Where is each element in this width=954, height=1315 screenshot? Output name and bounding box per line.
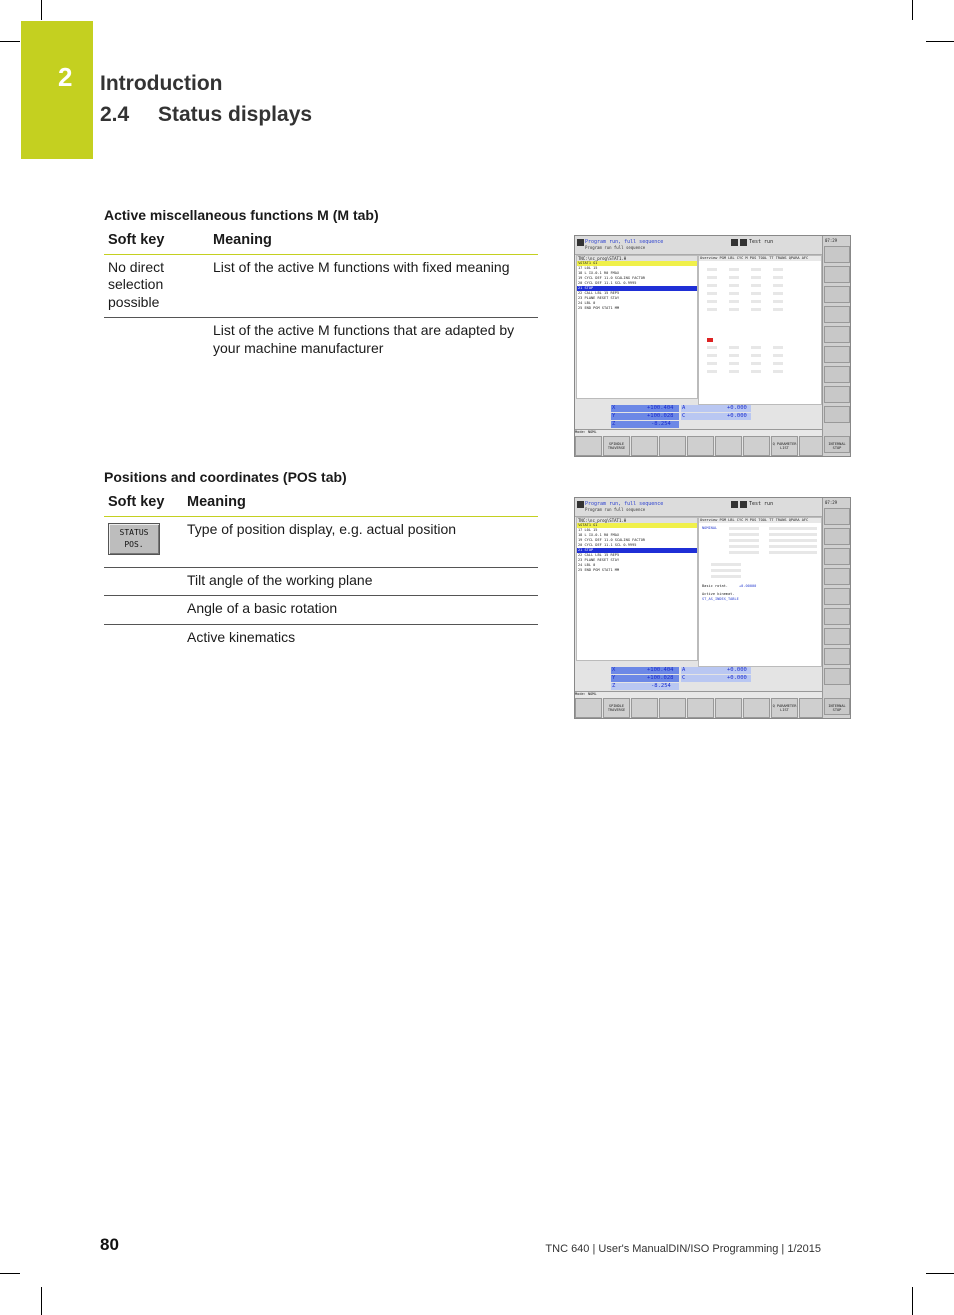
program-line: 19 CYCL DEF 11.0 SCALING FACTOR	[578, 538, 646, 542]
program-line: 22 CALL LBL 15 REP5	[578, 553, 620, 557]
softkey	[715, 698, 742, 718]
program-line: 21 STOP	[577, 548, 697, 553]
program-line: 23 PLANE RESET STAY	[578, 296, 620, 300]
softkey	[687, 436, 714, 456]
status-window	[698, 517, 822, 667]
table-row	[104, 516, 538, 567]
crop-mark	[0, 41, 20, 42]
table-row	[104, 254, 538, 318]
axis-label: A	[682, 405, 686, 411]
softkey-label: STATUS	[119, 527, 149, 537]
kinematics-value: ST_AS_INDEX_TABLE	[702, 597, 739, 601]
softkey	[687, 698, 714, 718]
axis-value: +100.404	[647, 405, 674, 411]
col-meaning: Meaning	[209, 229, 538, 254]
pos-tab-table	[104, 491, 538, 652]
meaning-cell: List of the active M functions that are adapted by your machine manufacturer	[213, 322, 515, 356]
axis-value: +100.404	[647, 667, 674, 673]
screenshot-m-tab	[574, 235, 851, 457]
section-title	[100, 103, 312, 127]
program-window	[576, 255, 698, 399]
crop-mark	[926, 1273, 954, 1274]
m-tab-table	[104, 229, 538, 363]
side-softkeys	[822, 498, 851, 718]
mode-text: Mode: NOML	[575, 430, 597, 434]
program-line: 24 LBL 0	[578, 301, 596, 305]
softkey-cell	[104, 516, 183, 567]
softkey	[631, 698, 658, 718]
meaning-cell: Type of position display, e.g. actual position	[183, 516, 538, 567]
crop-mark	[41, 1287, 42, 1315]
softkey	[743, 436, 770, 456]
softkey	[631, 436, 658, 456]
program-line: 20 CYCL DEF 11.1 SCL 0.9995	[578, 543, 637, 547]
meaning-cell: Angle of a basic rotation	[183, 596, 538, 625]
softkey: SPINDLE TRAVERSE	[603, 436, 630, 456]
table-row	[104, 567, 538, 596]
dnc-icon	[731, 501, 738, 508]
softkey: Q PARAMETER LIST	[771, 698, 798, 718]
program-line: 20 CYCL DEF 11.1 SCL 0.9995	[578, 281, 637, 285]
section-name: Status displays	[158, 103, 313, 126]
softkey-label: POS.	[124, 539, 144, 549]
side-softkey: INTERNAL STOP	[824, 698, 850, 715]
softkey	[659, 436, 686, 456]
test-run-icon	[740, 501, 747, 508]
position-display	[611, 404, 821, 429]
axis-value: -8.254	[651, 421, 671, 427]
chapter-number: 2	[58, 62, 73, 92]
screen-title-left: Program run, full sequence	[585, 501, 664, 507]
screen-title-left: Program run, full sequence	[585, 239, 664, 245]
screen-title-right: Test run	[749, 239, 774, 245]
program-line: %STAT1 G1	[577, 523, 697, 528]
mode-icon	[577, 239, 584, 246]
program-line: 21 STOP	[577, 286, 697, 291]
screenshot-pos-tab	[574, 497, 851, 719]
table-row	[104, 318, 538, 364]
program-line: 17 L0L 15	[578, 266, 598, 270]
status-tabs: Overview PGM LBL CYC M POS TOOL TT TRANS QPARA AFC	[699, 518, 821, 523]
screen-title-bar	[575, 236, 822, 255]
axis-label: X	[612, 405, 616, 411]
dnc-icon	[731, 239, 738, 246]
program-line: 18 L IX-0.1 R0 FMAX	[578, 533, 620, 537]
position-display	[611, 666, 821, 691]
axis-value: +0.000	[727, 667, 747, 673]
crop-mark	[912, 1287, 913, 1315]
softkey-cell	[104, 567, 183, 596]
program-line: 25 END PGM STAT1 MM	[578, 306, 620, 310]
position-display-type: NOMINAL	[702, 526, 718, 530]
mode-text: Mode: NOML	[575, 692, 597, 696]
axis-value: -8.254	[651, 683, 671, 689]
status-window	[698, 255, 822, 405]
program-path: TNC:\nc_prog\STAT1.H	[577, 518, 697, 523]
meaning-cell: Active kinematics	[187, 628, 296, 645]
screen-title-bar	[575, 498, 822, 517]
axis-label: C	[682, 675, 686, 681]
crop-mark	[912, 0, 913, 20]
axis-value: +100.028	[647, 413, 674, 419]
softkey	[743, 698, 770, 718]
program-path: TNC:\nc_prog\STAT1.H	[577, 256, 697, 261]
table-row	[104, 624, 538, 652]
col-meaning: Meaning	[183, 491, 538, 516]
softkey: Q PARAMETER LIST	[771, 436, 798, 456]
col-softkey: Soft key	[104, 229, 209, 254]
table-header-row	[104, 229, 538, 254]
meaning-cell: Tilt angle of the working plane	[183, 567, 538, 596]
crop-mark	[0, 1273, 20, 1274]
basic-rotation-label: Basic rotat.	[702, 584, 728, 588]
axis-label: X	[612, 667, 616, 673]
clock: 07:29	[825, 238, 838, 243]
mode-bar	[575, 691, 822, 698]
side-softkeys	[822, 236, 851, 456]
program-line: 19 CYCL DEF 11.0 SCALING FACTOR	[578, 276, 646, 280]
axis-label: Z	[612, 683, 616, 689]
axis-value: +100.028	[647, 675, 674, 681]
chapter-tab	[21, 21, 93, 159]
status-pos-softkey[interactable]	[108, 523, 160, 555]
softkey	[575, 436, 602, 456]
program-line: 24 LBL 0	[578, 563, 596, 567]
kinematics-label: Active kinemat.	[702, 592, 735, 596]
crop-mark	[41, 0, 42, 20]
axis-value: +0.000	[727, 413, 747, 419]
softkey	[575, 698, 602, 718]
mode-icon	[577, 501, 584, 508]
softkey	[659, 698, 686, 718]
chapter-title: Introduction	[100, 72, 223, 95]
screen-title-right: Test run	[749, 501, 774, 507]
program-line: 22 CALL LBL 15 REP5	[578, 291, 620, 295]
basic-rotation-value: +0.00000	[739, 584, 757, 588]
axis-label: Z	[612, 421, 616, 427]
softkey-cell	[104, 318, 209, 364]
program-line: 18 L IX-0.1 R0 FMAX	[578, 271, 620, 275]
softkey-cell: No direct selection possible	[104, 254, 209, 318]
side-softkey: INTERNAL STOP	[824, 436, 850, 453]
page-number: 80	[100, 1235, 119, 1254]
axis-label: C	[682, 413, 686, 419]
program-line: 25 END PGM STAT1 MM	[578, 568, 620, 572]
program-line: 23 PLANE RESET STAY	[578, 558, 620, 562]
softkey	[715, 436, 742, 456]
softkey-cell	[104, 596, 183, 625]
softkey-cell	[104, 624, 183, 652]
axis-value: +0.000	[727, 405, 747, 411]
m-tab-heading: Active miscellaneous functions M (M tab)	[104, 207, 379, 223]
softkey: SPINDLE TRAVERSE	[603, 698, 630, 718]
axis-label: A	[682, 667, 686, 673]
table-header-row	[104, 491, 538, 516]
axis-label: Y	[612, 413, 616, 419]
test-run-icon	[740, 239, 747, 246]
screen-subtitle: Program run full sequence	[585, 507, 646, 512]
footer-text: TNC 640 | User's ManualDIN/ISO Programming | 1/2015	[545, 1243, 821, 1255]
table-row	[104, 596, 538, 625]
section-number: 2.4	[100, 103, 130, 126]
clock: 07:29	[825, 500, 838, 505]
mode-bar	[575, 429, 822, 436]
col-softkey: Soft key	[104, 491, 183, 516]
screen-subtitle: Program run full sequence	[585, 245, 646, 250]
meaning-cell: List of the active M functions with fixed meaning	[209, 254, 538, 318]
pos-tab-heading: Positions and coordinates (POS tab)	[104, 469, 347, 485]
status-tabs: Overview PGM LBL CYC M POS TOOL TT TRANS QPARA AFC	[699, 256, 821, 261]
program-window	[576, 517, 698, 661]
axis-label: Y	[612, 675, 616, 681]
program-line: 17 L0L 15	[578, 528, 598, 532]
axis-value: +0.000	[727, 675, 747, 681]
program-line: %STAT1 G1	[577, 261, 697, 266]
crop-mark	[926, 41, 954, 42]
